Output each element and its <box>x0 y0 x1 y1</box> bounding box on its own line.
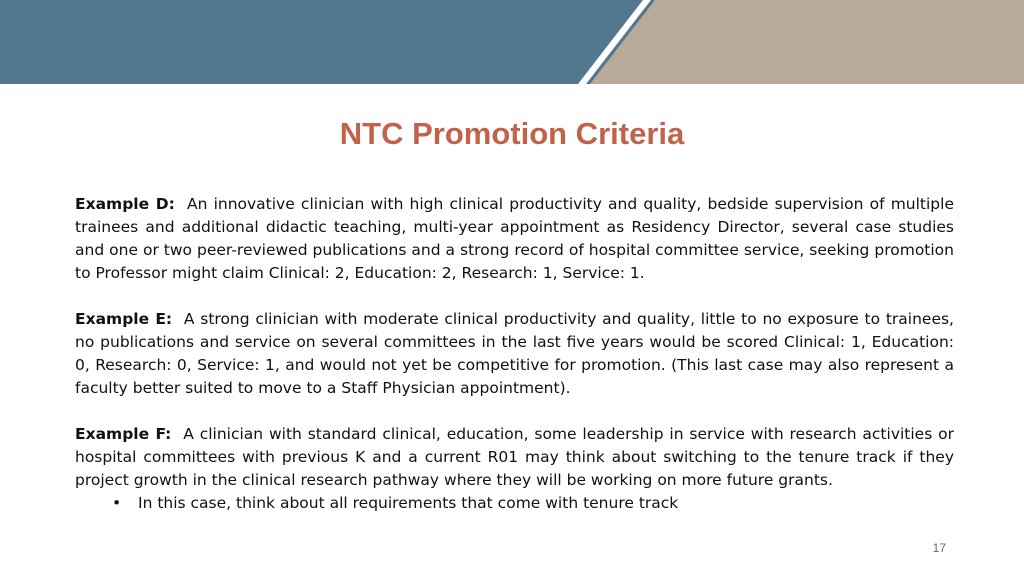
example-d-text: An innovative clinician with high clinical productivity and quality, bedside supervision of multiple trainees and additional didactic teaching, multi-year appointment as Residency Director, several case studies and one or two peer-reviewed publications and a strong record of hospital committee service, seeking promotion to Professor might claim Clinical: 2, Education: 2, Research: 1, Service: 1. <box>75 195 954 282</box>
example-d-paragraph <box>75 193 954 285</box>
example-e-label: Example E: <box>75 310 173 328</box>
example-f-bullet-list <box>75 492 954 515</box>
example-f-paragraph <box>75 423 954 492</box>
example-e-paragraph <box>75 308 954 400</box>
example-f-label: Example F: <box>75 425 172 443</box>
bullet-icon: • <box>112 494 122 512</box>
slide-body <box>75 193 954 515</box>
example-f-text: A clinician with standard clinical, education, some leadership in service with research activities or hospital committees with previous K and a current R01 may think about switching to the tenure track if they project growth in the clinical research pathway where they will be working on more future grants. <box>75 425 955 489</box>
bullet-text: In this case, think about all requirements that come with tenure track <box>138 494 679 512</box>
example-d-label: Example D: <box>75 195 175 213</box>
example-e-text: A strong clinician with moderate clinical productivity and quality, little to no exposure to trainees, no publications and service on several committees in the last five years would be scored Clinical: 1, Education: 0, Research: 0, Service: 1, and would not yet be competitive for promotion. (This last case may also represent a faculty better suited to move to a Staff Physician appointment). <box>75 310 954 397</box>
slide-title: NTC Promotion Criteria <box>339 116 685 151</box>
bullet-item <box>112 492 954 515</box>
header-band <box>0 0 1024 84</box>
page-number: 17 <box>932 541 946 555</box>
header-band-tan <box>590 0 1024 84</box>
